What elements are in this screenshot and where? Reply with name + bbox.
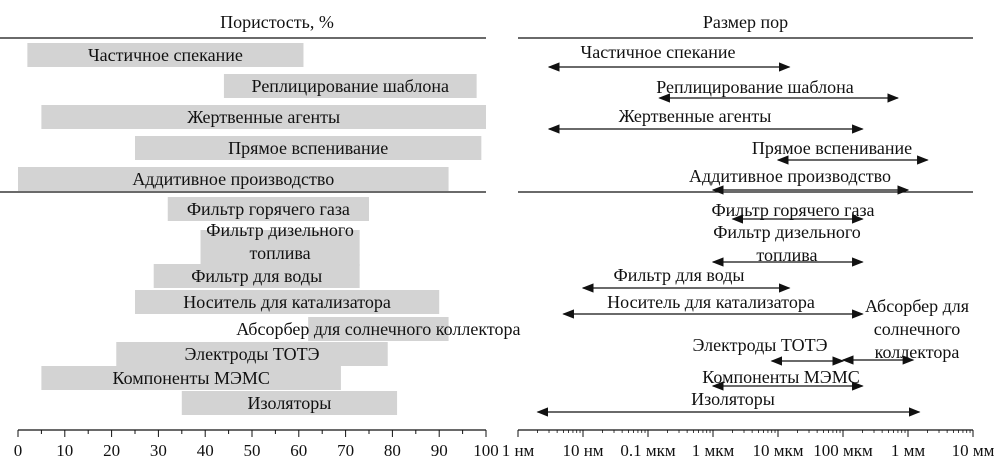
pore-size-label: Жертвенные агенты bbox=[618, 106, 772, 126]
porosity-bar-label: Аддитивное производство bbox=[132, 169, 335, 189]
pore-size-label: Компоненты МЭМС bbox=[702, 367, 860, 387]
left-x-tick-label: 90 bbox=[430, 441, 448, 460]
pore-size-label: солнечного bbox=[873, 319, 961, 339]
left-x-tick-label: 40 bbox=[196, 441, 214, 460]
left-x-tick-label: 10 bbox=[56, 441, 74, 460]
left-x-tick-label: 0 bbox=[13, 441, 23, 460]
pore-size-label: Фильтр горячего газа bbox=[711, 200, 875, 220]
left-x-tick-label: 80 bbox=[383, 441, 401, 460]
pore-size-label: Носитель для катализатора bbox=[607, 292, 815, 312]
pore-size-label: Реплицирование шаблона bbox=[656, 77, 854, 97]
pore-size-panel bbox=[502, 12, 995, 460]
right-x-tick-label: 1 мкм bbox=[691, 441, 735, 460]
porosity-bar-label: Фильтр дизельного bbox=[206, 220, 354, 240]
left-x-tick-label: 60 bbox=[290, 441, 308, 460]
right-x-tick-label: 10 нм bbox=[562, 441, 604, 460]
porosity-bar-label: Фильтр для воды bbox=[191, 266, 323, 286]
right-x-tick-label: 100 мкм bbox=[813, 441, 873, 460]
pore-size-label: Электроды ТОТЭ bbox=[692, 335, 828, 355]
porosity-bar-label: Абсорбер для солнечного коллектора bbox=[236, 319, 521, 339]
pore-size-label: Частичное спекание bbox=[580, 42, 736, 62]
left-x-tick-label: 30 bbox=[149, 441, 167, 460]
porosity-bar-label: Компоненты МЭМС bbox=[112, 368, 270, 388]
right-panel-title: Размер пор bbox=[702, 12, 789, 32]
right-x-tick-label: 10 мм bbox=[951, 441, 995, 460]
porosity-bar-label: Фильтр горячего газа bbox=[186, 199, 350, 219]
pore-size-label: Фильтр дизельного bbox=[713, 222, 861, 242]
porosity-panel bbox=[0, 12, 521, 460]
right-x-tick-label: 0.1 мкм bbox=[620, 441, 676, 460]
left-x-tick-label: 20 bbox=[103, 441, 121, 460]
right-x-tick-label: 1 нм bbox=[501, 441, 535, 460]
pore-size-label: коллектора bbox=[874, 342, 960, 362]
porosity-bar-label: Прямое вспенивание bbox=[228, 138, 389, 158]
porosity-bar-label: топлива bbox=[249, 243, 311, 263]
pore-size-label: Фильтр для воды bbox=[613, 265, 745, 285]
right-x-tick-label: 1 мм bbox=[890, 441, 926, 460]
left-panel-title: Пористость, % bbox=[220, 12, 334, 32]
left-x-tick-label: 70 bbox=[337, 441, 355, 460]
pore-size-label: Абсорбер для bbox=[864, 296, 970, 316]
pore-size-label: Прямое вспенивание bbox=[751, 138, 913, 158]
pore-size-label: Аддитивное производство bbox=[689, 166, 891, 186]
pore-size-label: Изоляторы bbox=[691, 389, 775, 409]
porosity-bar-label: Электроды ТОТЭ bbox=[184, 344, 320, 364]
left-x-tick-label: 50 bbox=[243, 441, 261, 460]
porosity-bar-label: Изоляторы bbox=[247, 393, 332, 413]
porosity-bar-label: Жертвенные агенты bbox=[187, 107, 341, 127]
porosity-bar-label: Реплицирование шаблона bbox=[251, 76, 450, 96]
right-x-tick-label: 10 мкм bbox=[752, 441, 804, 460]
porosity-bar-label: Носитель для катализатора bbox=[183, 292, 391, 312]
pore-size-label: топлива bbox=[756, 245, 818, 265]
porosity-bar-label: Частичное спекание bbox=[87, 45, 243, 65]
left-x-tick-label: 100 bbox=[473, 441, 499, 460]
